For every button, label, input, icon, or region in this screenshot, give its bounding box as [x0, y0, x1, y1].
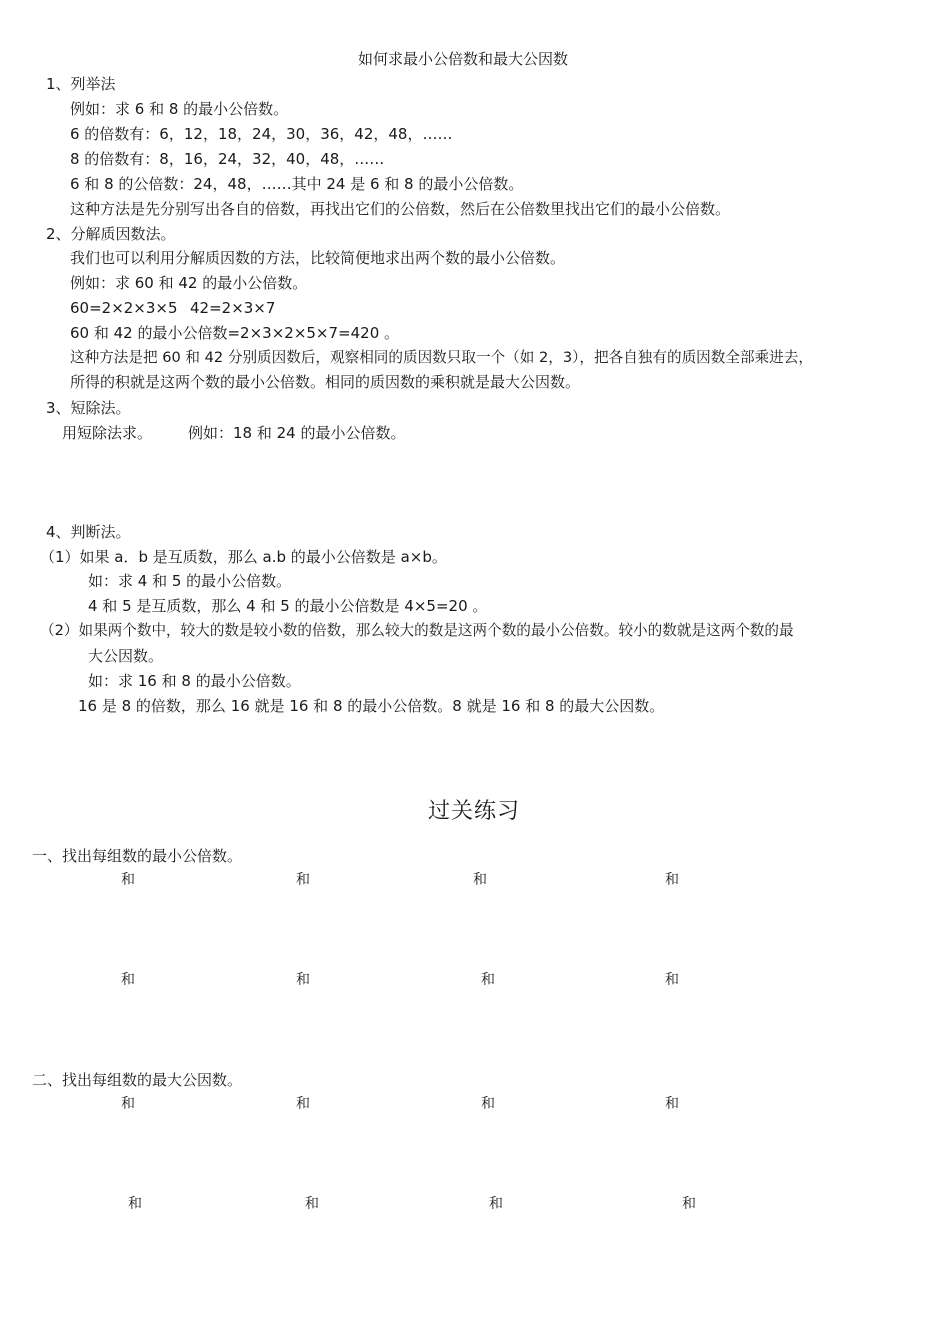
pair-connector: 和: [665, 1096, 679, 1112]
section-3-example: 例如：18 和 24 的最小公倍数。: [188, 424, 406, 442]
pair-connector: 和: [296, 872, 310, 888]
multiples-of-6: 6 的倍数有：6，12，18，24，30，36，42，48，……: [70, 125, 453, 143]
section-4-heading: 4、判断法。: [46, 523, 131, 541]
case-2-answer: 16 是 8 的倍数，那么 16 就是 16 和 8 的最小公倍数。8 就是 16 和 8 的最大公因数。: [78, 697, 665, 715]
lcm-result: 60 和 42 的最小公倍数=2×3×2×5×7=420 。: [70, 324, 400, 342]
pair-connector: 和: [473, 872, 487, 888]
practice-question-1: 一、找出每组数的最小公倍数。: [32, 847, 243, 865]
pair-connector: 和: [665, 972, 679, 988]
practice-title: 过关练习: [428, 799, 521, 824]
section-2-intro: 我们也可以利用分解质因数的方法，比较简便地求出两个数的最小公倍数。: [70, 249, 566, 267]
multiples-of-8: 8 的倍数有：8，16，24，32，40，48，……: [70, 150, 385, 168]
case-2-rule-line-2: 大公因数。: [88, 647, 164, 665]
section-2-heading: 2、分解质因数法。: [46, 225, 176, 243]
section-2-method-line-1: 这种方法是把 60 和 42 分别质因数后，观察相同的质因数只取一个（如 2，3），把各自独有的质因数全部乘进去，: [70, 349, 813, 366]
pair-connector: 和: [128, 1196, 142, 1212]
factorization-42: 42=2×3×7: [190, 299, 276, 317]
pair-connector: 和: [682, 1196, 696, 1212]
case-1-rule: （1）如果 a．b 是互质数，那么 a.b 的最小公倍数是 a×b。: [40, 548, 447, 566]
section-1-method: 这种方法是先分别写出各自的倍数，再找出它们的公倍数，然后在公倍数里找出它们的最小公倍数。: [70, 200, 731, 218]
pair-connector: 和: [296, 972, 310, 988]
pair-connector: 和: [121, 872, 135, 888]
pair-connector: 和: [489, 1196, 503, 1212]
case-2-example: 如：求 16 和 8 的最小公倍数。: [88, 672, 301, 690]
section-3-heading: 3、短除法。: [46, 399, 131, 417]
pair-connector: 和: [665, 872, 679, 888]
pair-connector: 和: [296, 1096, 310, 1112]
case-2-rule-line-1: （2）如果两个数中，较大的数是较小数的倍数，那么较大的数是这两个数的最小公倍数。较小的数就是这两个数的最: [40, 622, 794, 639]
pair-connector: 和: [481, 972, 495, 988]
section-2-example: 例如：求 60 和 42 的最小公倍数。: [70, 274, 308, 292]
common-multiples: 6 和 8 的公倍数：24，48，……其中 24 是 6 和 8 的最小公倍数。: [70, 175, 524, 193]
section-3-usage: 用短除法求。: [62, 424, 153, 442]
section-1-heading: 1、列举法: [46, 75, 116, 93]
pair-connector: 和: [305, 1196, 319, 1212]
factorization-60: 60=2×2×3×5: [70, 299, 178, 317]
practice-question-2: 二、找出每组数的最大公因数。: [32, 1071, 243, 1089]
document-title: 如何求最小公倍数和最大公因数: [358, 50, 569, 68]
section-1-example: 例如：求 6 和 8 的最小公倍数。: [70, 100, 289, 118]
case-1-example: 如：求 4 和 5 的最小公倍数。: [88, 572, 292, 590]
section-2-method-line-2: 所得的积就是这两个数的最小公倍数。相同的质因数的乘积就是最大公因数。: [70, 373, 581, 391]
pair-connector: 和: [481, 1096, 495, 1112]
pair-connector: 和: [121, 1096, 135, 1112]
case-1-answer: 4 和 5 是互质数，那么 4 和 5 的最小公倍数是 4×5=20 。: [88, 597, 488, 615]
pair-connector: 和: [121, 972, 135, 988]
